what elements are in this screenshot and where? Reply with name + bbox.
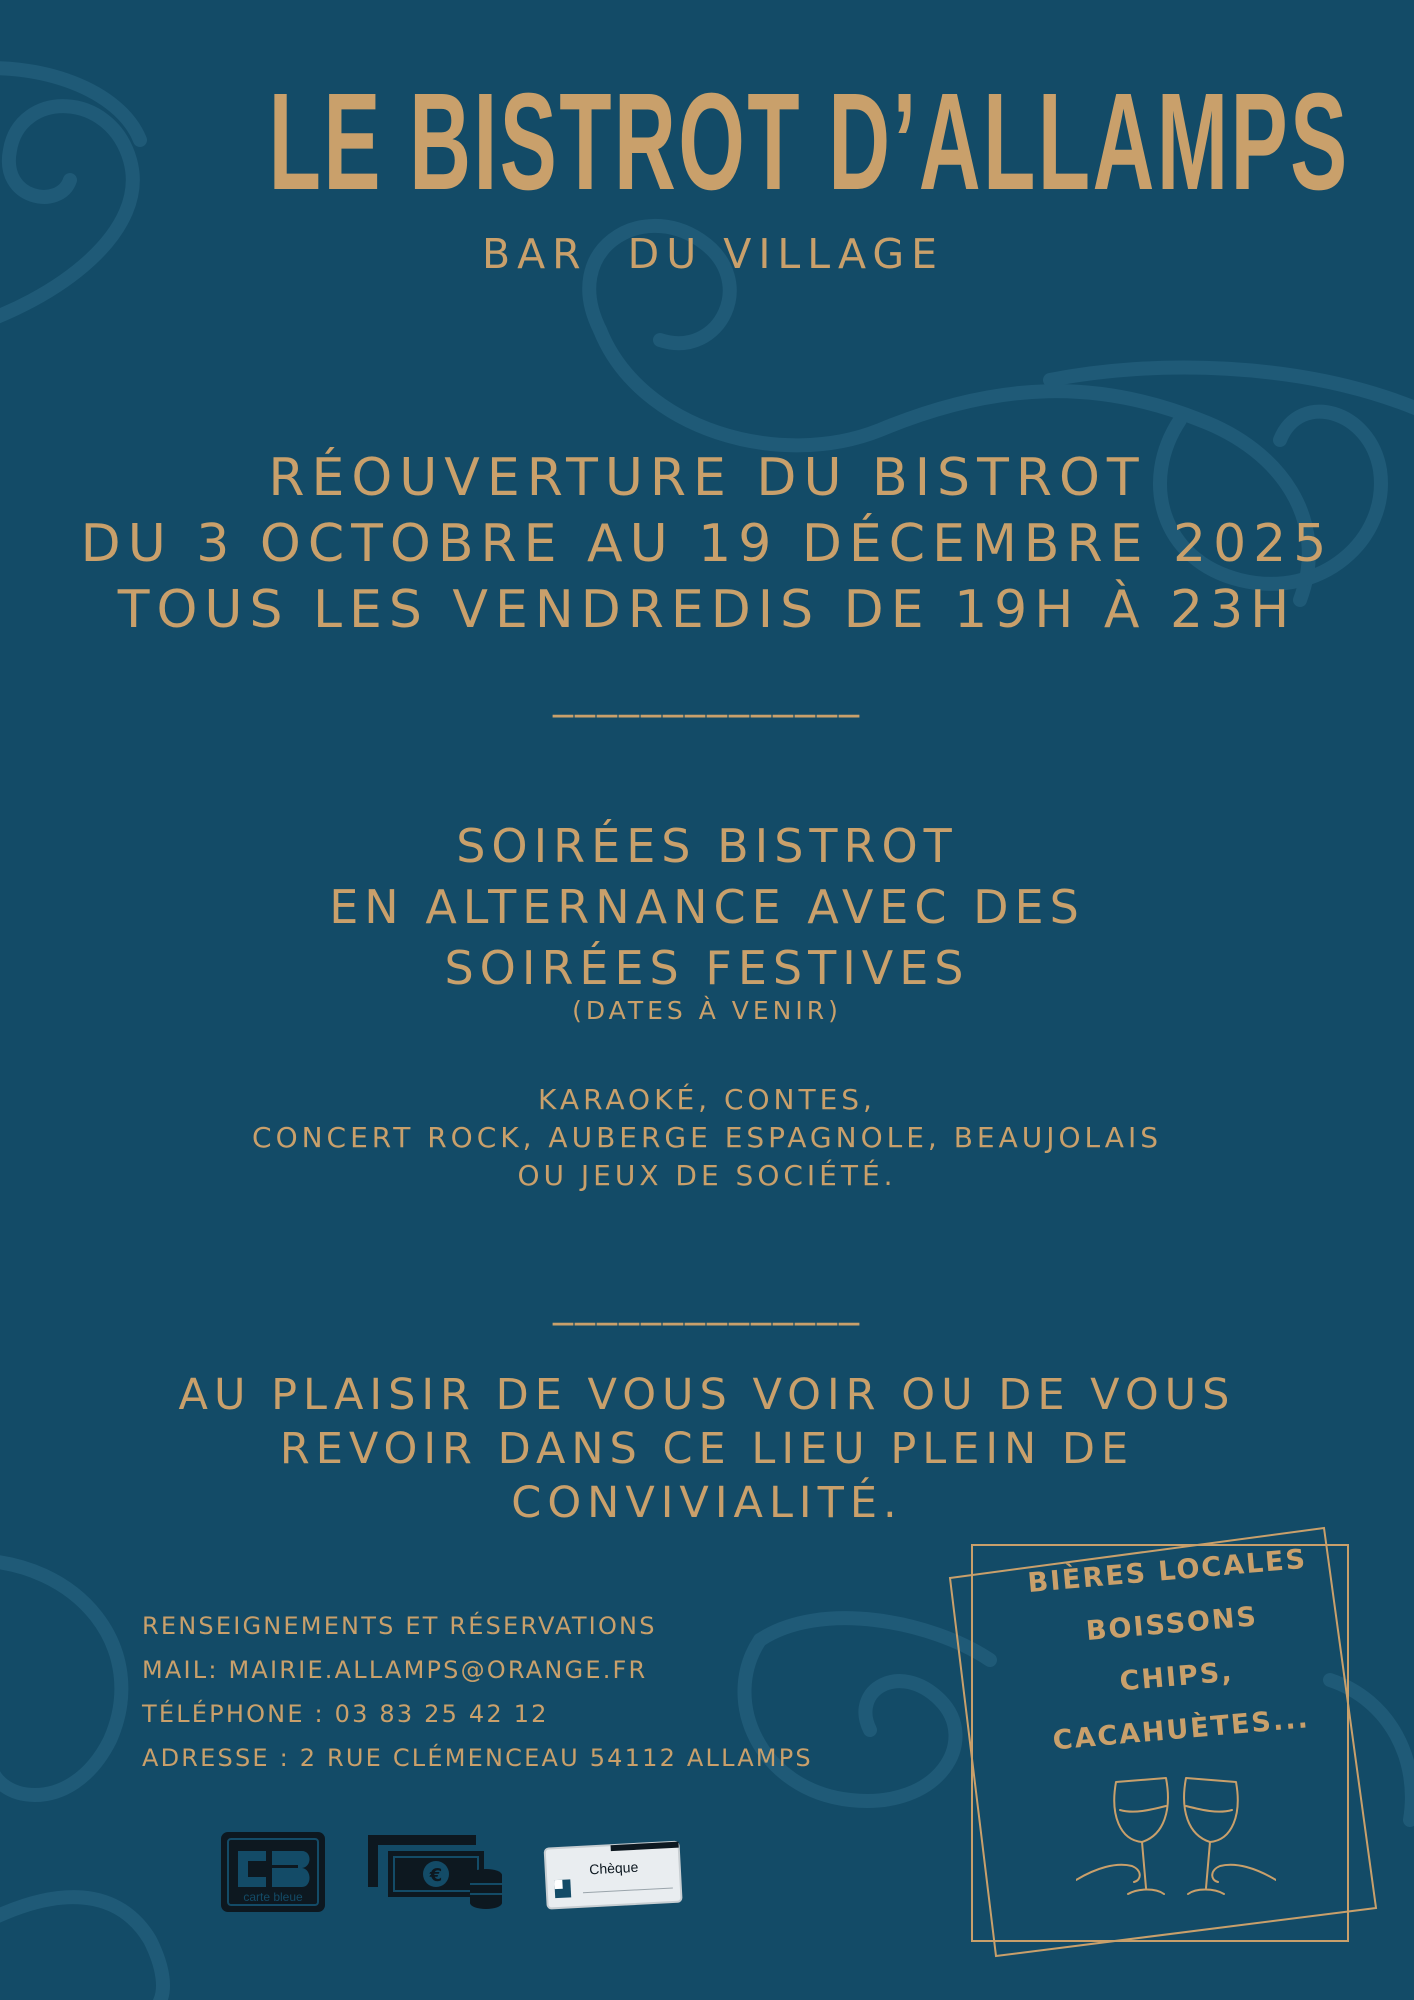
separator-top: ______________ bbox=[553, 672, 861, 718]
contact-heading: RENSEIGNEMENTS ET RÉSERVATIONS bbox=[142, 1612, 657, 1640]
toasting-glasses-icon bbox=[1076, 1770, 1276, 1920]
carte-bleue-logo-text: carte bleue bbox=[243, 1890, 303, 1904]
cheque-icon bbox=[542, 1833, 688, 1913]
svg-text:€: € bbox=[429, 1865, 443, 1886]
events-line-2: EN ALTERNANCE AVEC DES bbox=[329, 880, 1085, 934]
separator-bottom: ______________ bbox=[553, 1280, 861, 1326]
offer-line-3: CHIPS, bbox=[1118, 1656, 1235, 1698]
activities-line-1: KARAOKÉ, CONTES, bbox=[538, 1083, 876, 1116]
dates-note: (DATES À VENIR) bbox=[572, 996, 842, 1025]
contact-address: ADRESSE : 2 RUE CLÉMENCEAU 54112 ALLAMPS bbox=[142, 1744, 813, 1772]
offer-line-2: BOISSONS bbox=[1084, 1601, 1260, 1648]
announcement-line-2: DU 3 OCTOBRE AU 19 DÉCEMBRE 2025 bbox=[80, 514, 1334, 574]
activities-list bbox=[0, 1081, 1414, 1195]
contact-mail[interactable]: MAIL: MAIRIE.ALLAMPS@ORANGE.FR bbox=[142, 1656, 648, 1684]
contact-phone[interactable]: TÉLÉPHONE : 03 83 25 42 12 bbox=[142, 1700, 549, 1728]
poster-subtitle: BAR DU VILLAGE bbox=[481, 230, 945, 278]
events-line-3: SOIRÉES FESTIVES bbox=[444, 941, 970, 995]
closing-message bbox=[0, 1368, 1414, 1530]
poster-title: LE BISTROT D’ALLAMPS bbox=[268, 65, 1350, 219]
contact-info bbox=[142, 1604, 813, 1780]
offer-badge bbox=[976, 1528, 1373, 1772]
announcement-line-3: TOUS LES VENDREDIS DE 19H À 23H bbox=[117, 580, 1297, 640]
activities-line-3: OU JEUX DE SOCIÉTÉ. bbox=[517, 1159, 897, 1192]
closing-line-2: REVOIR DANS CE LIEU PLEIN DE bbox=[279, 1424, 1135, 1474]
events-line-1: SOIRÉES BISTROT bbox=[456, 819, 958, 873]
activities-line-2: CONCERT ROCK, AUBERGE ESPAGNOLE, BEAUJOLAIS bbox=[252, 1121, 1162, 1154]
carte-bleue-icon bbox=[220, 1831, 326, 1913]
cheque-label: Chèque bbox=[588, 1858, 639, 1878]
offer-line-4: CACAHUÈTES... bbox=[1051, 1703, 1311, 1757]
offer-line-1: BIÈRES LOCALES bbox=[1026, 1543, 1309, 1600]
events-heading bbox=[0, 816, 1414, 999]
cash-icon bbox=[366, 1831, 506, 1913]
announcement-line-1: RÉOUVERTURE DU BISTROT bbox=[268, 448, 1146, 508]
closing-line-1: AU PLAISIR DE VOUS VOIR OU DE VOUS bbox=[178, 1370, 1236, 1420]
closing-line-3: CONVIVIALITÉ. bbox=[511, 1478, 903, 1528]
reopening-announcement bbox=[0, 445, 1414, 643]
